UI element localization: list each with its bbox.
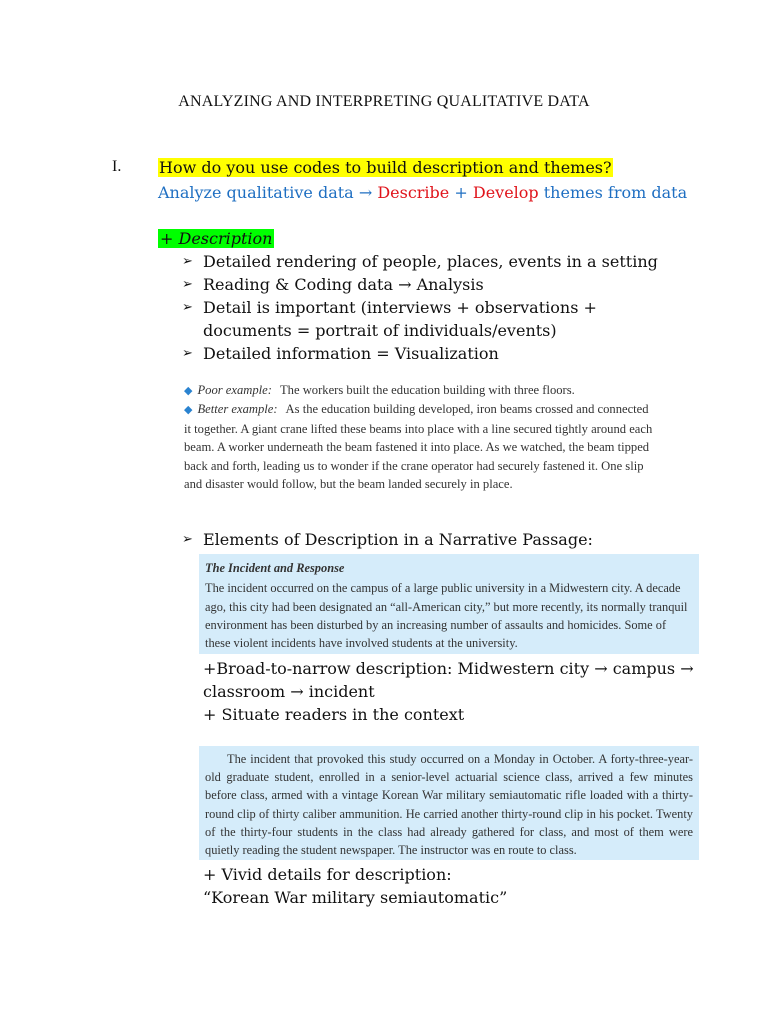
list-item: ➢ Detailed rendering of people, places, events in a setting (182, 252, 658, 271)
excerpt-incident-detail (199, 746, 699, 860)
page-title: ANALYZING AND INTERPRETING QUALITATIVE DATA (178, 93, 590, 110)
subline-develop: Develop (472, 183, 539, 202)
poor-example-label: Poor example: (197, 383, 272, 397)
excerpt-incident-response (199, 554, 699, 654)
note-quote: “Korean War military semiautomatic” (203, 888, 508, 907)
description-heading: + Description (160, 229, 273, 248)
arrow-icon: → (358, 183, 373, 202)
note-vivid-details: + Vivid details for description: (203, 865, 452, 884)
subline-part2: themes from data (543, 183, 688, 202)
better-example-label: Better example: (197, 402, 278, 417)
example-excerpt (184, 381, 654, 493)
diamond-icon: ◆ (184, 385, 193, 397)
better-example (184, 400, 654, 493)
section-question: How do you use codes to build description and themes? (159, 158, 612, 177)
excerpt-text: The incident occurred on the campus of a large public university in a Midwestern city. A decade ago, this city had been designated an “all-American city,” but more recently, its normally tranquil environment has been disturbed by an increasing number of assaults and homicides. Some of these violent incidents have involved students at the university. (205, 581, 688, 651)
subline-plus: + (454, 183, 468, 202)
arrowhead-bullet-icon: ➢ (182, 346, 193, 361)
arrowhead-bullet-icon: ➢ (182, 300, 193, 315)
elements-heading: ➢ Elements of Description in a Narrative Passage: (182, 530, 593, 549)
diamond-icon: ◆ (184, 404, 193, 417)
section-numeral: I. (112, 158, 122, 175)
better-example-text: As the education building developed, iron beams crossed and connected it together. A giant crane lifted these beams into place with a line secured tightly around each beam. A worker underneath the beam fastened it into place. As we watched, the beam tipped back and forth, leading us to wonder if the crane operator had securely fastened it. One slip and disaster would follow, but the beam landed securely in place. (184, 402, 653, 492)
subline-describe: Describe (377, 183, 450, 202)
list-item: ➢ Detailed information = Visualization (182, 344, 499, 363)
excerpt-text: The incident that provoked this study occurred on a Monday in October. A forty-three-year-old graduate student, enrolled in a senior-level actuarial science class, arrived a few minutes before class, armed with a vintage Korean War military semiautomatic rifle loaded with a thirty-round clip of thirty caliber ammunition. He carried another thirty-round clip in his pocket. Twenty of the thirty-four students in the class had already gathered for class, and most of them were quietly reading the student newspaper. The instructor was en route to class. (205, 752, 693, 858)
description-bullet-list (182, 250, 673, 365)
list-item: ➢ Detail is important (interviews + observations + documents = portrait of individuals/events) (182, 298, 597, 340)
section-subline (158, 183, 687, 202)
note-situate-readers: + Situate readers in the context (203, 705, 465, 724)
arrowhead-bullet-icon: ➢ (182, 254, 193, 269)
poor-example-text: The workers built the education building with three floors. (279, 383, 575, 397)
note-broad-to-narrow: +Broad-to-narrow description: Midwestern city → campus → classroom → incident (203, 659, 694, 701)
list-item: ➢ Reading & Coding data → Analysis (182, 275, 484, 294)
poor-example (184, 381, 654, 400)
arrowhead-bullet-icon: ➢ (182, 532, 193, 547)
arrowhead-bullet-icon: ➢ (182, 277, 193, 292)
excerpt-title: The Incident and Response (205, 561, 345, 575)
subline-part1: Analyze qualitative data (158, 183, 354, 202)
